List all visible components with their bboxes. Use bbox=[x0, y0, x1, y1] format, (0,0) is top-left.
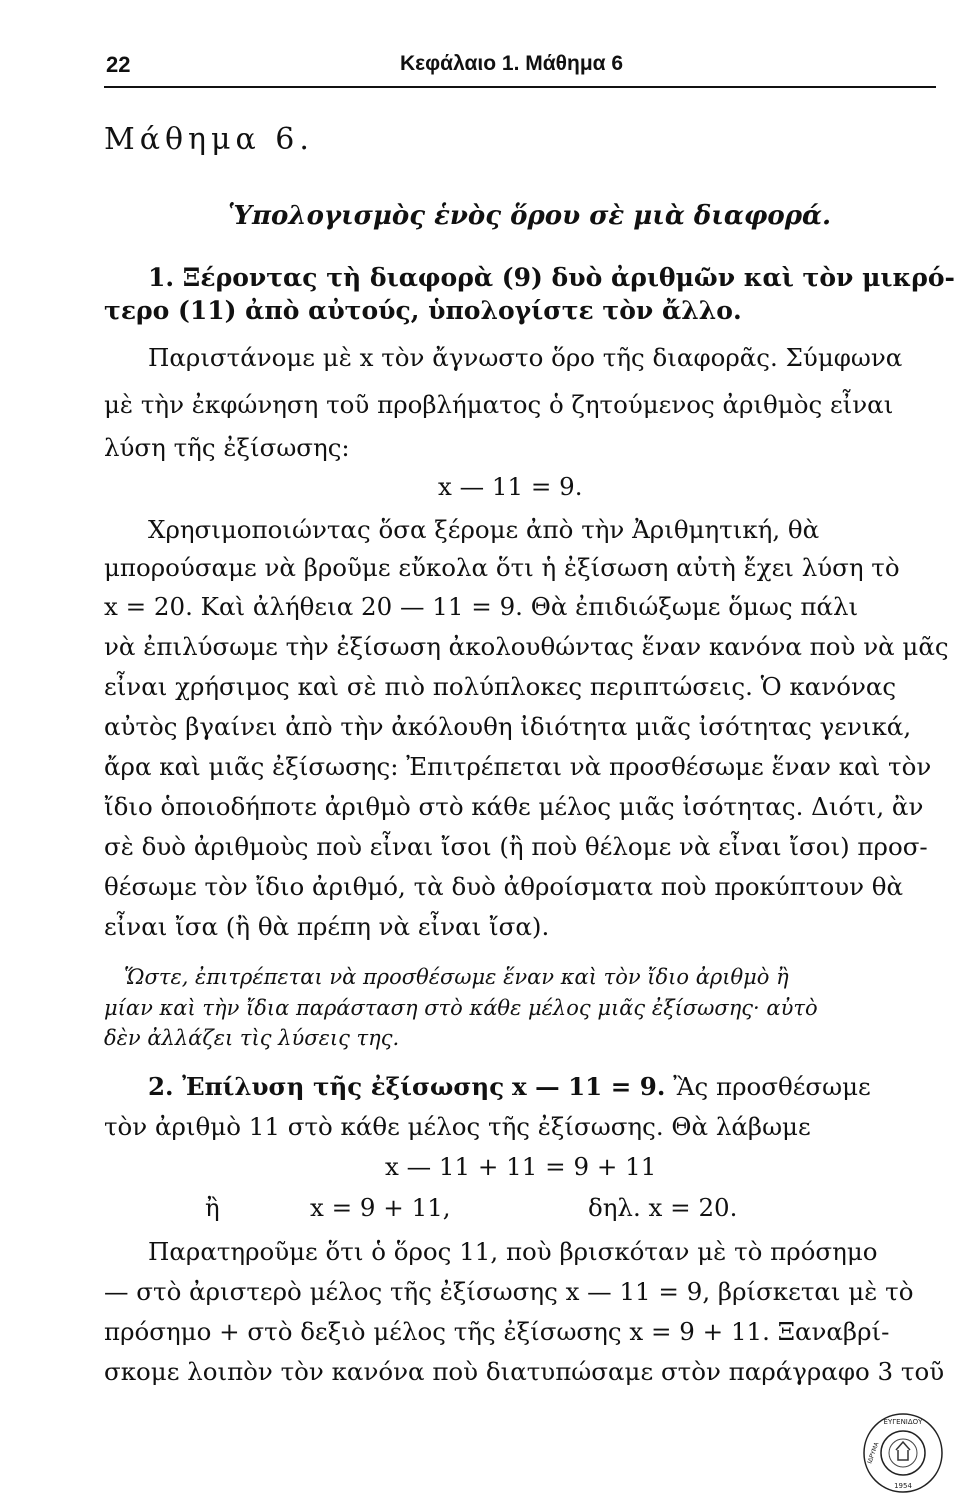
para2-line: εἶναι ἴσα (ἢ θὰ πρέπη νὰ εἶναι ἴσα). bbox=[104, 912, 550, 941]
para1-line: Παριστάνομε μὲ x τὸν ἄγνωστο ὅρο τῆς διαφορᾶς. Σύμφωνα bbox=[148, 343, 903, 372]
para2-line: Χρησιμοποιώντας ὅσα ξέρομε ἀπὸ τὴν Ἀριθμητική, θὰ bbox=[148, 515, 820, 544]
para3-line: Παρατηροῦμε ὅτι ὁ ὅρος 11, ποὺ βρισκόταν μὲ τὸ πρόσημο bbox=[148, 1237, 878, 1266]
para2-line: ἄρα καὶ μιᾶς ἐξίσωσης: Ἐπιτρέπεται νὰ προσθέσωμε ἕναν καὶ τὸν bbox=[104, 752, 932, 781]
para3-line: πρόσημο + στὸ δεξιὸ μέλος τῆς ἐξίσωσης x = 9 + 11. Ξαναβρί- bbox=[104, 1317, 890, 1346]
para2-line: νὰ ἐπιλύσωμε τὴν ἐξίσωση ἀκολουθώντας ἕναν κανόνα ποὺ νὰ μᾶς bbox=[104, 632, 949, 661]
para2-line: αὐτὸς βγαίνει ἀπὸ τὴν ἀκόλουθη ἰδιότητα μιᾶς ἰσότητας γενικά, bbox=[104, 712, 912, 741]
page-header bbox=[104, 46, 936, 88]
para2-line: σὲ δυὸ ἀριθμοὺς ποὺ εἶναι ἴσοι (ἢ ποὺ θέλομε νὰ εἶναι ἴσοι) προσ- bbox=[104, 832, 928, 861]
problem1-line1: 1. Ξέροντας τὴ διαφορὰ (9) δυὸ ἀριθμῶν καὶ τὸν μικρό- bbox=[148, 263, 955, 292]
stamp-year: 1954 bbox=[894, 1482, 912, 1490]
problem1-line2: τερο (11) ἀπὸ αὐτούς, ὑπολογίστε τὸν ἄλλο. bbox=[104, 296, 742, 325]
para3-line: — στὸ ἀριστερὸ μέλος τῆς ἐξίσωσης x — 11 = 9, βρίσκεται μὲ τὸ bbox=[104, 1277, 914, 1306]
para2-line: ἴδιο ὁποιοδήποτε ἀριθμὸ στὸ κάθε μέλος μιᾶς ἰσότητας. Διότι, ἂν bbox=[104, 792, 924, 821]
problem2-heading: 2. Ἐπίλυση τῆς ἐξίσωσης bbox=[148, 1072, 505, 1101]
equation-3-lhs: x = 9 + 11, bbox=[310, 1193, 451, 1222]
stamp-top-text: ΕΥΓΕΝΙΔΟΥ bbox=[883, 1418, 923, 1426]
para2-line: εἶναι χρήσιμος καὶ σὲ πιὸ πολύπλοκες περιπτώσεις. Ὁ κανόνας bbox=[104, 672, 897, 701]
para2-line: x = 20. Καὶ ἀλήθεια 20 — 11 = 9. Θὰ ἐπιδιώξωμε ὅμως πάλι bbox=[104, 592, 859, 621]
equation-2: x — 11 + 11 = 9 + 11 bbox=[385, 1152, 657, 1181]
equation-3-or: ἢ bbox=[205, 1193, 220, 1222]
rule-line: Ὥστε, ἐπιτρέπεται νὰ προσθέσωμε ἕναν καὶ τὸν ἴδιο ἀριθμὸ ἢ bbox=[124, 965, 789, 989]
foundation-stamp bbox=[862, 1412, 944, 1494]
problem2-equation: x — 11 = 9. bbox=[511, 1072, 666, 1101]
para1-line: λύση τῆς ἐξίσωσης: bbox=[104, 433, 350, 462]
rule-line: δὲν ἀλλάζει τὶς λύσεις της. bbox=[104, 1026, 400, 1050]
para2-line: θέσωμε τὸν ἴδιο ἀριθμό, τὰ δυὸ ἀθροίσματα ποὺ προκύπτουν θὰ bbox=[104, 872, 904, 901]
page-number: 22 bbox=[106, 52, 131, 77]
rule-line: μίαν καὶ τὴν ἴδια παράσταση στὸ κάθε μέλος μιᾶς ἐξίσωσης· αὐτὸ bbox=[104, 996, 818, 1020]
equation-3-rhs: δηλ. x = 20. bbox=[588, 1193, 738, 1222]
stamp-left-text: ΙΔΡΥΜΑ bbox=[866, 1441, 881, 1465]
lesson-title: Μάθημα 6. bbox=[104, 122, 314, 157]
problem2-line1 bbox=[148, 1072, 871, 1102]
problem2-line2: τὸν ἀριθμὸ 11 στὸ κάθε μέλος τῆς ἐξίσωσης. Θὰ λάβωμε bbox=[104, 1112, 811, 1141]
para2-line: μπορούσαμε νὰ βροῦμε εὔκολα ὅτι ἡ ἐξίσωση αὐτὴ ἔχει λύση τὸ bbox=[104, 553, 900, 582]
running-title: Κεφάλαιο 1. Μάθημα 6 bbox=[400, 52, 624, 75]
section-subtitle: Ὑπολογισμὸς ἑνὸς ὅρου σὲ μιὰ διαφορά. bbox=[228, 201, 832, 231]
equation-1: x — 11 = 9. bbox=[438, 472, 583, 501]
para1-line: μὲ τὴν ἐκφώνηση τοῦ προβλήματος ὁ ζητούμενος ἀριθμὸς εἶναι bbox=[104, 390, 894, 419]
para3-line: σκομε λοιπὸν τὸν κανόνα ποὺ διατυπώσαμε στὸν παράγραφο 3 τοῦ bbox=[104, 1357, 945, 1386]
problem2-rest: Ἂς προσθέσωμε bbox=[673, 1072, 871, 1101]
